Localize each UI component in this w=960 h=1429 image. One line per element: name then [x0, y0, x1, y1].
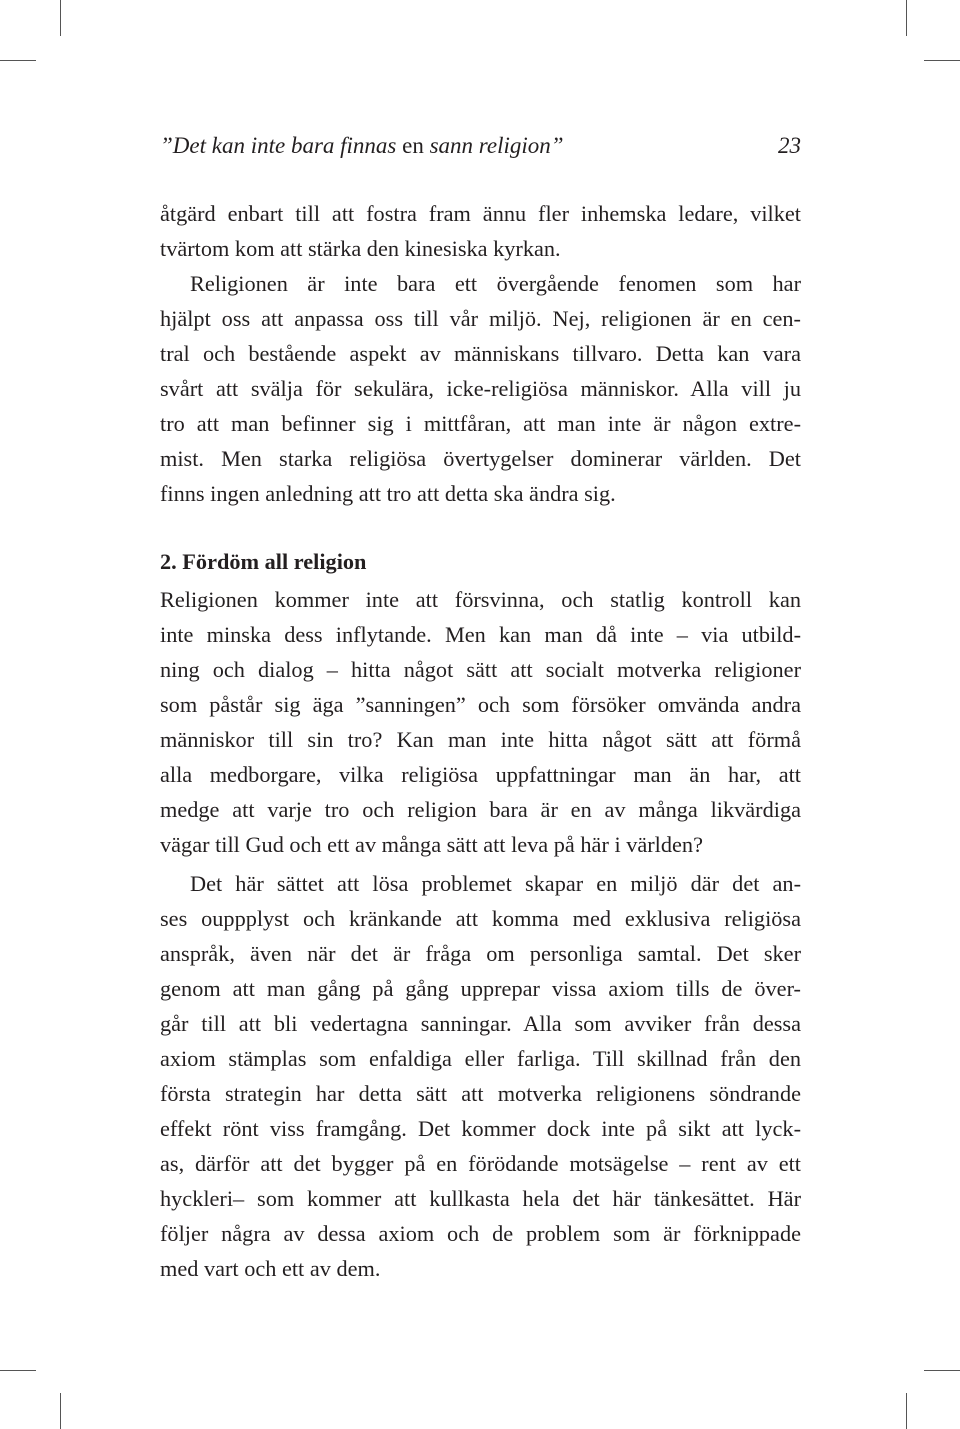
crop-mark-left-top — [0, 60, 36, 61]
text-line: genom att man gång på gång upprepar vissa axiom tills de över- — [160, 976, 801, 1001]
text-line: Religionen är inte bara ett övergående fenomen som har — [190, 271, 801, 296]
text-line: ses ouppplyst och kränkande att komma med exklusiva religiösa — [160, 906, 801, 931]
text-line: följer några av dessa axiom och de problem som är förknippade — [160, 1221, 801, 1246]
crop-mark-top-left — [60, 0, 61, 36]
crop-mark-bottom-left — [60, 1393, 61, 1429]
text-line: tral och bestående aspekt av människans tillvaro. Detta kan vara — [160, 341, 801, 366]
paragraph — [160, 266, 801, 511]
text-line: Religionen kommer inte att försvinna, och statlig kontroll kan — [160, 587, 801, 612]
text-line: tvärtom kom att stärka den kinesiska kyrkan. — [160, 236, 561, 261]
running-header — [160, 128, 801, 164]
paragraph — [160, 866, 801, 1286]
text-line: ning och dialog – hitta något sätt att socialt motverka religioner — [160, 657, 801, 682]
paragraph-continuation — [160, 196, 801, 266]
crop-mark-right-bottom — [924, 1370, 960, 1371]
text-line: effekt rönt viss framgång. Det kommer dock inte på sikt att lyck- — [160, 1116, 801, 1141]
text-line: första strategin har detta sätt att motverka religionens söndrande — [160, 1081, 801, 1106]
paragraph — [160, 582, 801, 862]
section-heading: 2. Fördöm all religion — [160, 549, 367, 574]
text-line: människor till sin tro? Kan man inte hitta något sätt att förmå — [160, 727, 801, 752]
text-line: åtgärd enbart till att fostra fram ännu fler inhemska ledare, vilket — [160, 201, 801, 226]
text-line: svårt att svälja för sekulära, icke-religiösa människor. Alla vill ju — [160, 376, 801, 401]
text-line: inte minska dess inflytande. Men kan man då inte – via utbild- — [160, 622, 801, 647]
text-line: axiom stämplas som enfaldiga eller farliga. Till skillnad från den — [160, 1046, 801, 1071]
text-line: alla medborgare, vilka religiösa uppfattningar man än har, att — [160, 762, 801, 787]
page-number: 23 — [778, 133, 801, 158]
crop-mark-bottom-right — [906, 1393, 907, 1429]
text-line: som påstår sig äga ”sanningen” och som försöker omvända andra — [160, 692, 801, 717]
running-title: ”Det kan inte bara finnas en sann religion” — [160, 133, 564, 158]
text-line: hjälpt oss att anpassa oss till vår miljö. Nej, religionen är en cen- — [160, 306, 801, 331]
crop-mark-left-bottom — [0, 1370, 36, 1371]
text-line: medge att varje tro och religion bara är en av många likvärdiga — [160, 797, 801, 822]
text-line: med vart och ett av dem. — [160, 1256, 381, 1281]
crop-mark-top-right — [906, 0, 907, 36]
text-line: går till att bli vedertagna sanningar. Alla som avviker från dessa — [160, 1011, 801, 1036]
text-line: anspråk, även när det är fråga om personliga samtal. Det sker — [160, 941, 801, 966]
text-line: Det här sättet att lösa problemet skapar en miljö där det an- — [190, 871, 801, 896]
text-line: vägar till Gud och ett av många sätt att leva på här i världen? — [160, 832, 703, 857]
text-line: tro att man befinner sig i mittfåran, att man inte är någon extre- — [160, 411, 801, 436]
text-line: mist. Men starka religiösa övertygelser dominerar världen. Det — [160, 446, 801, 471]
text-line: hyckleri– som kommer att kullkasta hela det här tänkesättet. Här — [160, 1186, 801, 1211]
text-line: finns ingen anledning att tro att detta ska ändra sig. — [160, 481, 616, 506]
crop-mark-right-top — [924, 60, 960, 61]
text-line: as, därför att det bygger på en förödande motsägelse – rent av ett — [160, 1151, 801, 1176]
